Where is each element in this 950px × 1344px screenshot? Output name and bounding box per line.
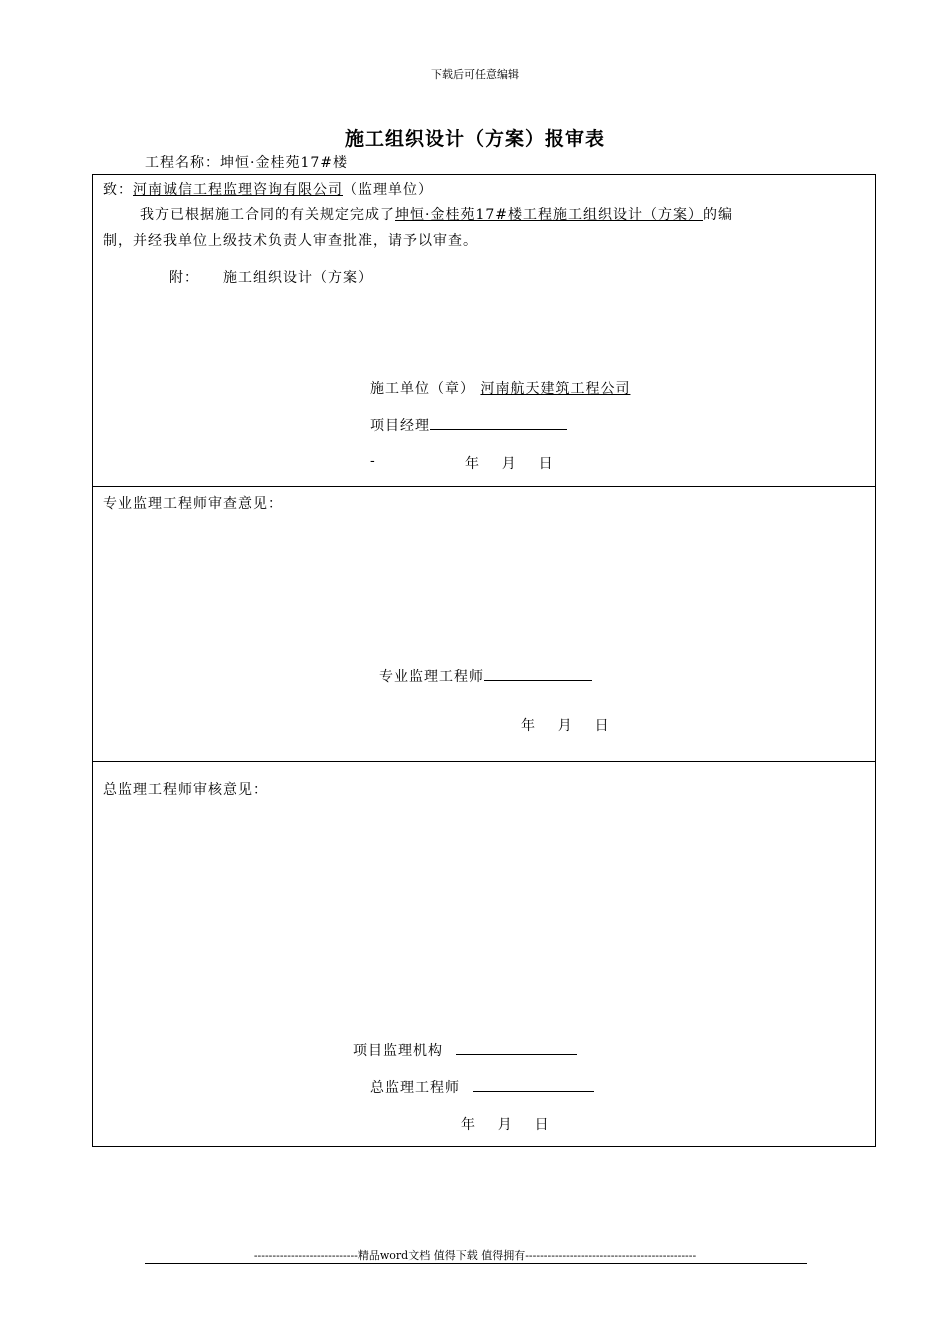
chief-line: [370, 1077, 594, 1097]
supervisor-suffix: （监理单位）: [343, 182, 433, 198]
attach-item: 施工组织设计（方案）: [223, 270, 373, 286]
body-line-2: 制，并经我单位上级技术负责人审查批准，请予以审查。: [103, 233, 478, 249]
engineer-line: [379, 666, 592, 686]
org-signature-blank: [456, 1041, 577, 1055]
manager-label: 项目经理: [370, 418, 430, 434]
org-label: 项目监理机构: [353, 1043, 443, 1059]
section2-heading: 专业监理工程师审查意见：: [103, 496, 283, 512]
footer-note: ----------------------------精品word文档 值得下载 值得拥有----------------------------------------------: [253, 1249, 697, 1262]
body-underlined: 坤恒·金桂苑17#楼工程施工组织设计（方案）: [395, 207, 703, 223]
constructor-label: 施工单位（章）: [370, 381, 475, 397]
org-line: [353, 1040, 577, 1060]
manager-signature-blank: [430, 416, 567, 430]
addressee-line: [103, 179, 433, 199]
review-form-table: [92, 174, 876, 1147]
constructor-line: [370, 378, 630, 398]
section3-date: 年 月 日: [461, 1117, 550, 1133]
supervisor-unit: 河南诚信工程监理咨询有限公司: [133, 182, 343, 198]
manager-line: [370, 415, 567, 435]
to-label: 致：: [103, 182, 133, 198]
body-suffix: 的编: [703, 207, 733, 223]
engineer-label: 专业监理工程师: [379, 669, 484, 685]
chief-signature-blank: [473, 1078, 594, 1092]
section3-heading: 总监理工程师审核意见：: [103, 782, 268, 798]
form-title: 施工组织设计（方案）报审表: [344, 128, 605, 150]
header-note: 下载后可任意编辑: [431, 68, 519, 81]
body-prefix: 我方已根据施工合同的有关规定完成了: [140, 207, 395, 223]
engineer-signature-blank: [484, 667, 592, 681]
section1-date: 年 月 日: [465, 456, 554, 472]
chief-label: 总监理工程师: [370, 1080, 460, 1096]
attach-label: 附：: [169, 270, 199, 286]
divider-2: [93, 761, 875, 762]
section2-date: 年 月 日: [521, 718, 610, 734]
constructor-name: 河南航天建筑工程公司: [480, 381, 631, 397]
body-line-1: [140, 204, 733, 224]
footer-rule: [145, 1263, 807, 1264]
divider-1: [93, 486, 875, 487]
dash: -: [370, 453, 376, 469]
project-name: 工程名称：坤恒·金桂苑17#楼: [145, 155, 348, 171]
